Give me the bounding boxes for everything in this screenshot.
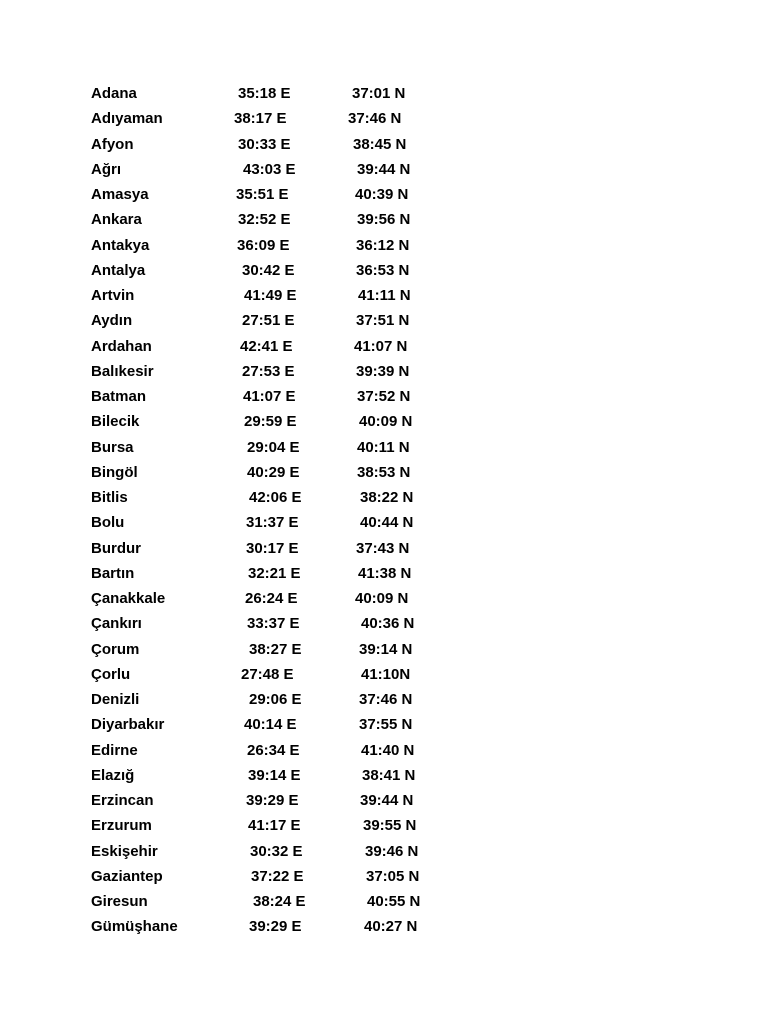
city-name: Adıyaman: [91, 110, 163, 128]
latitude-value: 38:22 N: [360, 489, 414, 506]
city-row: [91, 539, 511, 564]
longitude-value: 33:37 E: [247, 615, 300, 633]
longitude-value: 29:04 E: [247, 438, 300, 456]
longitude-value: 26:24 E: [245, 590, 298, 607]
city-row: [91, 488, 511, 513]
longitude-value: 39:29 E: [246, 792, 299, 809]
city-name: Amasya: [91, 186, 149, 203]
city-row: [91, 362, 511, 387]
latitude-value: 37:46 N: [359, 691, 413, 708]
city-row: [91, 311, 511, 336]
city-row: [91, 135, 511, 160]
city-name: Erzincan: [91, 792, 154, 809]
city-name: Gümüşhane: [91, 918, 178, 936]
city-row: [91, 564, 511, 589]
city-name: Ankara: [91, 211, 142, 229]
longitude-value: 32:52 E: [238, 211, 291, 229]
city-name: Ardahan: [91, 337, 152, 355]
city-name: Bartın: [91, 564, 135, 582]
city-row: [91, 387, 511, 412]
longitude-value: 31:37 E: [246, 514, 299, 532]
latitude-value: 37:55 N: [359, 716, 413, 734]
city-row: [91, 286, 511, 311]
longitude-value: 41:49 E: [244, 287, 297, 304]
city-name: Aydın: [91, 312, 133, 330]
latitude-value: 40:55 N: [367, 893, 421, 910]
latitude-value: 41:38 N: [358, 564, 412, 582]
longitude-value: 38:17 E: [234, 110, 287, 128]
latitude-value: 37:46 N: [348, 110, 402, 128]
longitude-value: 27:53 E: [242, 362, 295, 380]
latitude-value: 40:09 N: [355, 590, 409, 607]
city-row: [91, 337, 511, 362]
longitude-value: 42:41 E: [240, 337, 293, 355]
latitude-value: 38:41 N: [362, 766, 416, 784]
latitude-value: 39:39 N: [356, 362, 410, 380]
city-row: [91, 842, 511, 867]
longitude-value: 27:48 E: [241, 665, 294, 683]
city-name: Bingöl: [91, 463, 138, 481]
city-row: [91, 614, 511, 639]
city-name: Çorum: [91, 640, 140, 658]
city-name: Erzurum: [91, 817, 152, 835]
latitude-value: 37:05 N: [366, 867, 420, 885]
latitude-value: 36:12 N: [356, 236, 410, 254]
city-name: Adana: [91, 85, 137, 102]
city-name: Artvin: [91, 287, 135, 304]
city-row: [91, 84, 511, 109]
city-row: [91, 816, 511, 841]
city-name: Gaziantep: [91, 867, 163, 885]
city-name: Çorlu: [91, 665, 131, 683]
longitude-value: 32:21 E: [248, 564, 301, 582]
longitude-value: 35:51 E: [236, 186, 289, 203]
city-name: Batman: [91, 388, 147, 405]
city-name: Antakya: [91, 236, 150, 254]
city-name: Giresun: [91, 893, 148, 910]
city-name: Balıkesir: [91, 362, 154, 380]
longitude-value: 36:09 E: [237, 236, 290, 254]
city-row: [91, 236, 511, 261]
latitude-value: 37:51 N: [356, 312, 410, 330]
latitude-value: 38:45 N: [353, 135, 407, 153]
latitude-value: 39:44 N: [360, 792, 414, 809]
city-name: Diyarbakır: [91, 716, 165, 734]
city-row: [91, 589, 511, 614]
latitude-value: 40:09 N: [359, 413, 413, 431]
longitude-value: 37:22 E: [251, 867, 304, 885]
latitude-value: 36:53 N: [356, 261, 410, 279]
city-row: [91, 917, 511, 942]
latitude-value: 37:01 N: [352, 85, 406, 102]
city-coordinates-list: [91, 84, 511, 943]
city-row: [91, 715, 511, 740]
city-name: Edirne: [91, 741, 138, 759]
latitude-value: 41:40 N: [361, 741, 415, 759]
city-row: [91, 261, 511, 286]
city-name: Bitlis: [91, 489, 128, 506]
city-name: Burdur: [91, 539, 141, 557]
city-row: [91, 867, 511, 892]
latitude-value: 39:46 N: [365, 842, 419, 860]
city-row: [91, 438, 511, 463]
latitude-value: 40:44 N: [360, 514, 414, 532]
city-name: Afyon: [91, 135, 134, 153]
city-row: [91, 513, 511, 538]
longitude-value: 30:33 E: [238, 135, 291, 153]
latitude-value: 38:53 N: [357, 463, 411, 481]
latitude-value: 39:14 N: [359, 640, 413, 658]
latitude-value: 41:11 N: [358, 287, 411, 304]
longitude-value: 29:59 E: [244, 413, 297, 431]
longitude-value: 38:27 E: [249, 640, 302, 658]
latitude-value: 40:36 N: [361, 615, 415, 633]
longitude-value: 26:34 E: [247, 741, 300, 759]
city-row: [91, 892, 511, 917]
city-row: [91, 412, 511, 437]
latitude-value: 41:10N: [361, 665, 411, 683]
city-name: Bolu: [91, 514, 125, 532]
city-row: [91, 766, 511, 791]
longitude-value: 30:42 E: [242, 261, 295, 279]
city-name: Elazığ: [91, 766, 135, 784]
city-row: [91, 185, 511, 210]
city-row: [91, 791, 511, 816]
city-row: [91, 463, 511, 488]
city-row: [91, 160, 511, 185]
longitude-value: 40:14 E: [244, 716, 297, 734]
longitude-value: 43:03 E: [243, 160, 296, 178]
longitude-value: 42:06 E: [249, 489, 302, 506]
latitude-value: 39:56 N: [357, 211, 411, 229]
latitude-value: 37:43 N: [356, 539, 410, 557]
city-name: Çanakkale: [91, 590, 166, 607]
longitude-value: 27:51 E: [242, 312, 295, 330]
latitude-value: 40:39 N: [355, 186, 409, 203]
city-name: Denizli: [91, 691, 140, 708]
longitude-value: 30:32 E: [250, 842, 303, 860]
longitude-value: 39:29 E: [249, 918, 302, 936]
latitude-value: 40:11 N: [357, 438, 410, 456]
longitude-value: 41:17 E: [248, 817, 301, 835]
city-name: Bursa: [91, 438, 134, 456]
city-row: [91, 640, 511, 665]
longitude-value: 38:24 E: [253, 893, 306, 910]
city-name: Antalya: [91, 261, 146, 279]
longitude-value: 30:17 E: [246, 539, 299, 557]
city-row: [91, 109, 511, 134]
longitude-value: 40:29 E: [247, 463, 300, 481]
longitude-value: 41:07 E: [243, 388, 296, 405]
longitude-value: 39:14 E: [248, 766, 301, 784]
city-row: [91, 210, 511, 235]
city-name: Bilecik: [91, 413, 140, 431]
latitude-value: 37:52 N: [357, 388, 411, 405]
longitude-value: 29:06 E: [249, 691, 302, 708]
city-row: [91, 741, 511, 766]
latitude-value: 40:27 N: [364, 918, 418, 936]
city-row: [91, 690, 511, 715]
longitude-value: 35:18 E: [238, 85, 291, 102]
city-name: Çankırı: [91, 615, 142, 633]
city-name: Ağrı: [91, 160, 121, 178]
latitude-value: 39:44 N: [357, 160, 411, 178]
latitude-value: 39:55 N: [363, 817, 417, 835]
latitude-value: 41:07 N: [354, 337, 408, 355]
city-name: Eskişehir: [91, 842, 158, 860]
city-row: [91, 665, 511, 690]
